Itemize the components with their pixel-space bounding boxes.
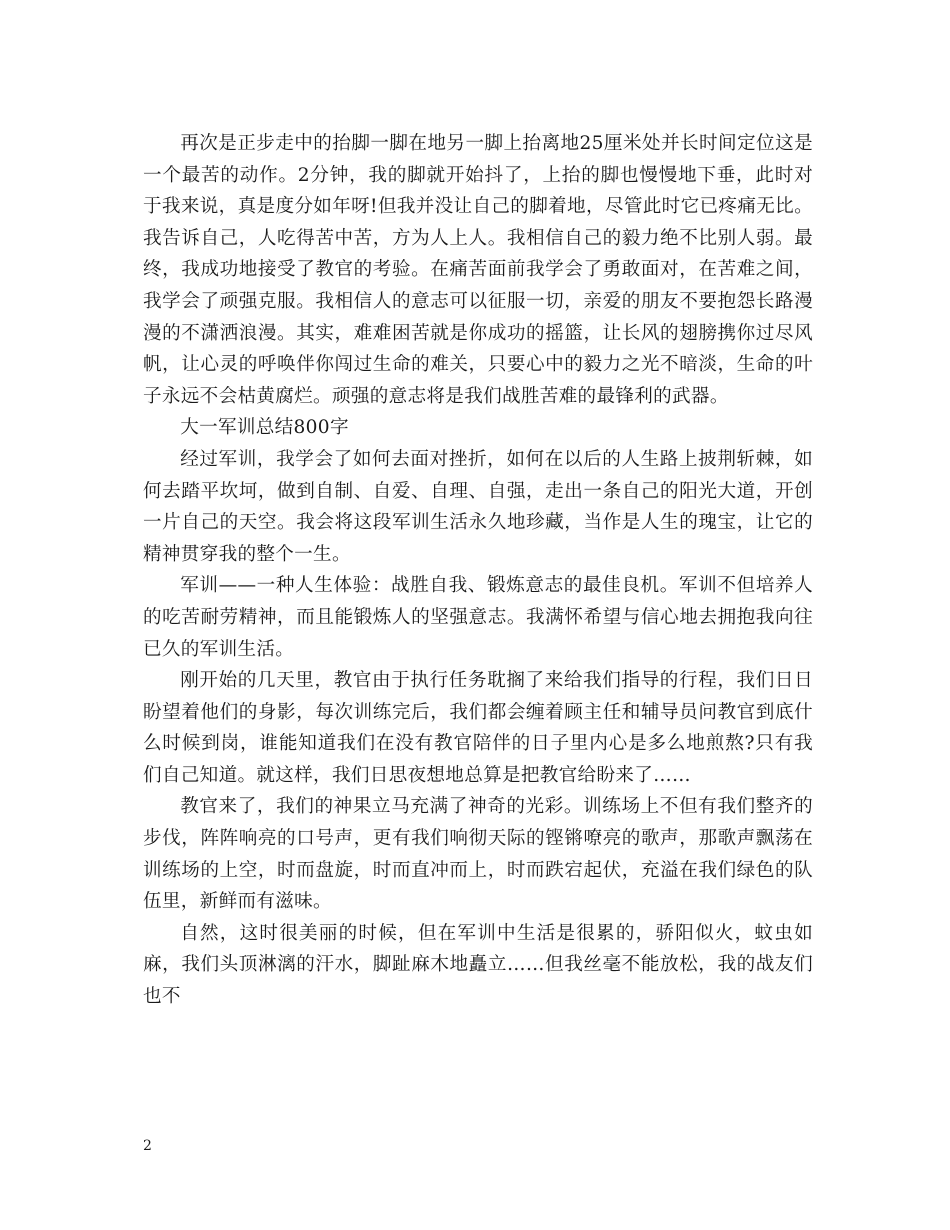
paragraph-waiting-instructors: 刚开始的几天里，教官由于执行任务耽搁了来给我们指导的行程，我们日日盼望着他们的身影，每次训练完后，我们都会缠着顾主任和辅导员问教官到底什么时候到岗，谁能知道我们在没有教官陪伴的日子里内心是多么地煎熬?只有我们自己知道。就这样，我们日思夜想地总算是把教官给盼来了…… [143,670,813,786]
page-number: 2 [143,1138,152,1154]
paragraph-lessons: 经过军训，我学会了如何去面对挫折，如何在以后的人生路上披荆斩棘，如何去踏平坎坷，做到自制、自爱、自理、自强，走出一条自己的阳光大道，开创一片自己的天空。我会将这段军训生活永久地珍藏，当作是人生的瑰宝，让它的精神贯穿我的整个一生。 [143,448,813,565]
paragraph-standing-drill: 再次是正步走中的抬脚一脚在地另一脚上抬离地25厘米处并长时间定位这是一个最苦的动作。2分钟，我的脚就开始抖了，上抬的脚也慢慢地下垂，此时对于我来说，真是度分如年呀!但我并没让自己的脚着地，尽管此时它已疼痛无比。我告诉自己，人吃得苦中苦，方为人上人。我相信自己的毅力绝不比别人弱。最终，我成功地接受了教官的考验。在痛苦面前我学会了勇敢面对，在苦难之间，我学会了顽强克服。我相信人的意志可以征服一切，亲爱的朋友不要抱怨长路漫漫的不潇洒浪漫。其实，难难困苦就是你成功的摇篮，让长风的翅膀携你过尽风帆，让心灵的呼唤伴你闯过生命的难关，只要心中的毅力之光不暗淡，生命的叶子永远不会枯黄腐烂。顽强的意志将是我们战胜苦难的最锋利的武器。 [143,133,813,407]
paragraph-life-experience: 军训——一种人生体验：战胜自我、锻炼意志的最佳良机。军训不但培养人的吃苦耐劳精神，而且能锻炼人的坚强意志。我满怀希望与信心地去拥抱我向往已久的军训生活。 [143,575,813,660]
paragraph-hardship: 自然，这时很美丽的时候，但在军训中生活是很累的，骄阳似火，蚊虫如麻，我们头顶淋漓的汗水，脚趾麻木地矗立……但我丝毫不能放松，我的战友们也不 [143,922,813,1008]
paragraph-instructors-arrive: 教官来了，我们的神果立马充满了神奇的光彩。训练场上不但有我们整齐的步伐，阵阵响亮的口号声，更有我们响彻天际的铿锵嘹亮的歌声，那歌声飘荡在训练场的上空，时而盘旋，时而直冲而上，时而跌宕起伏，充溢在我们绿色的队伍里，新鲜而有滋味。 [143,796,813,913]
document-body [143,128,813,1013]
section-heading: 大一军训总结800字 [180,417,349,439]
